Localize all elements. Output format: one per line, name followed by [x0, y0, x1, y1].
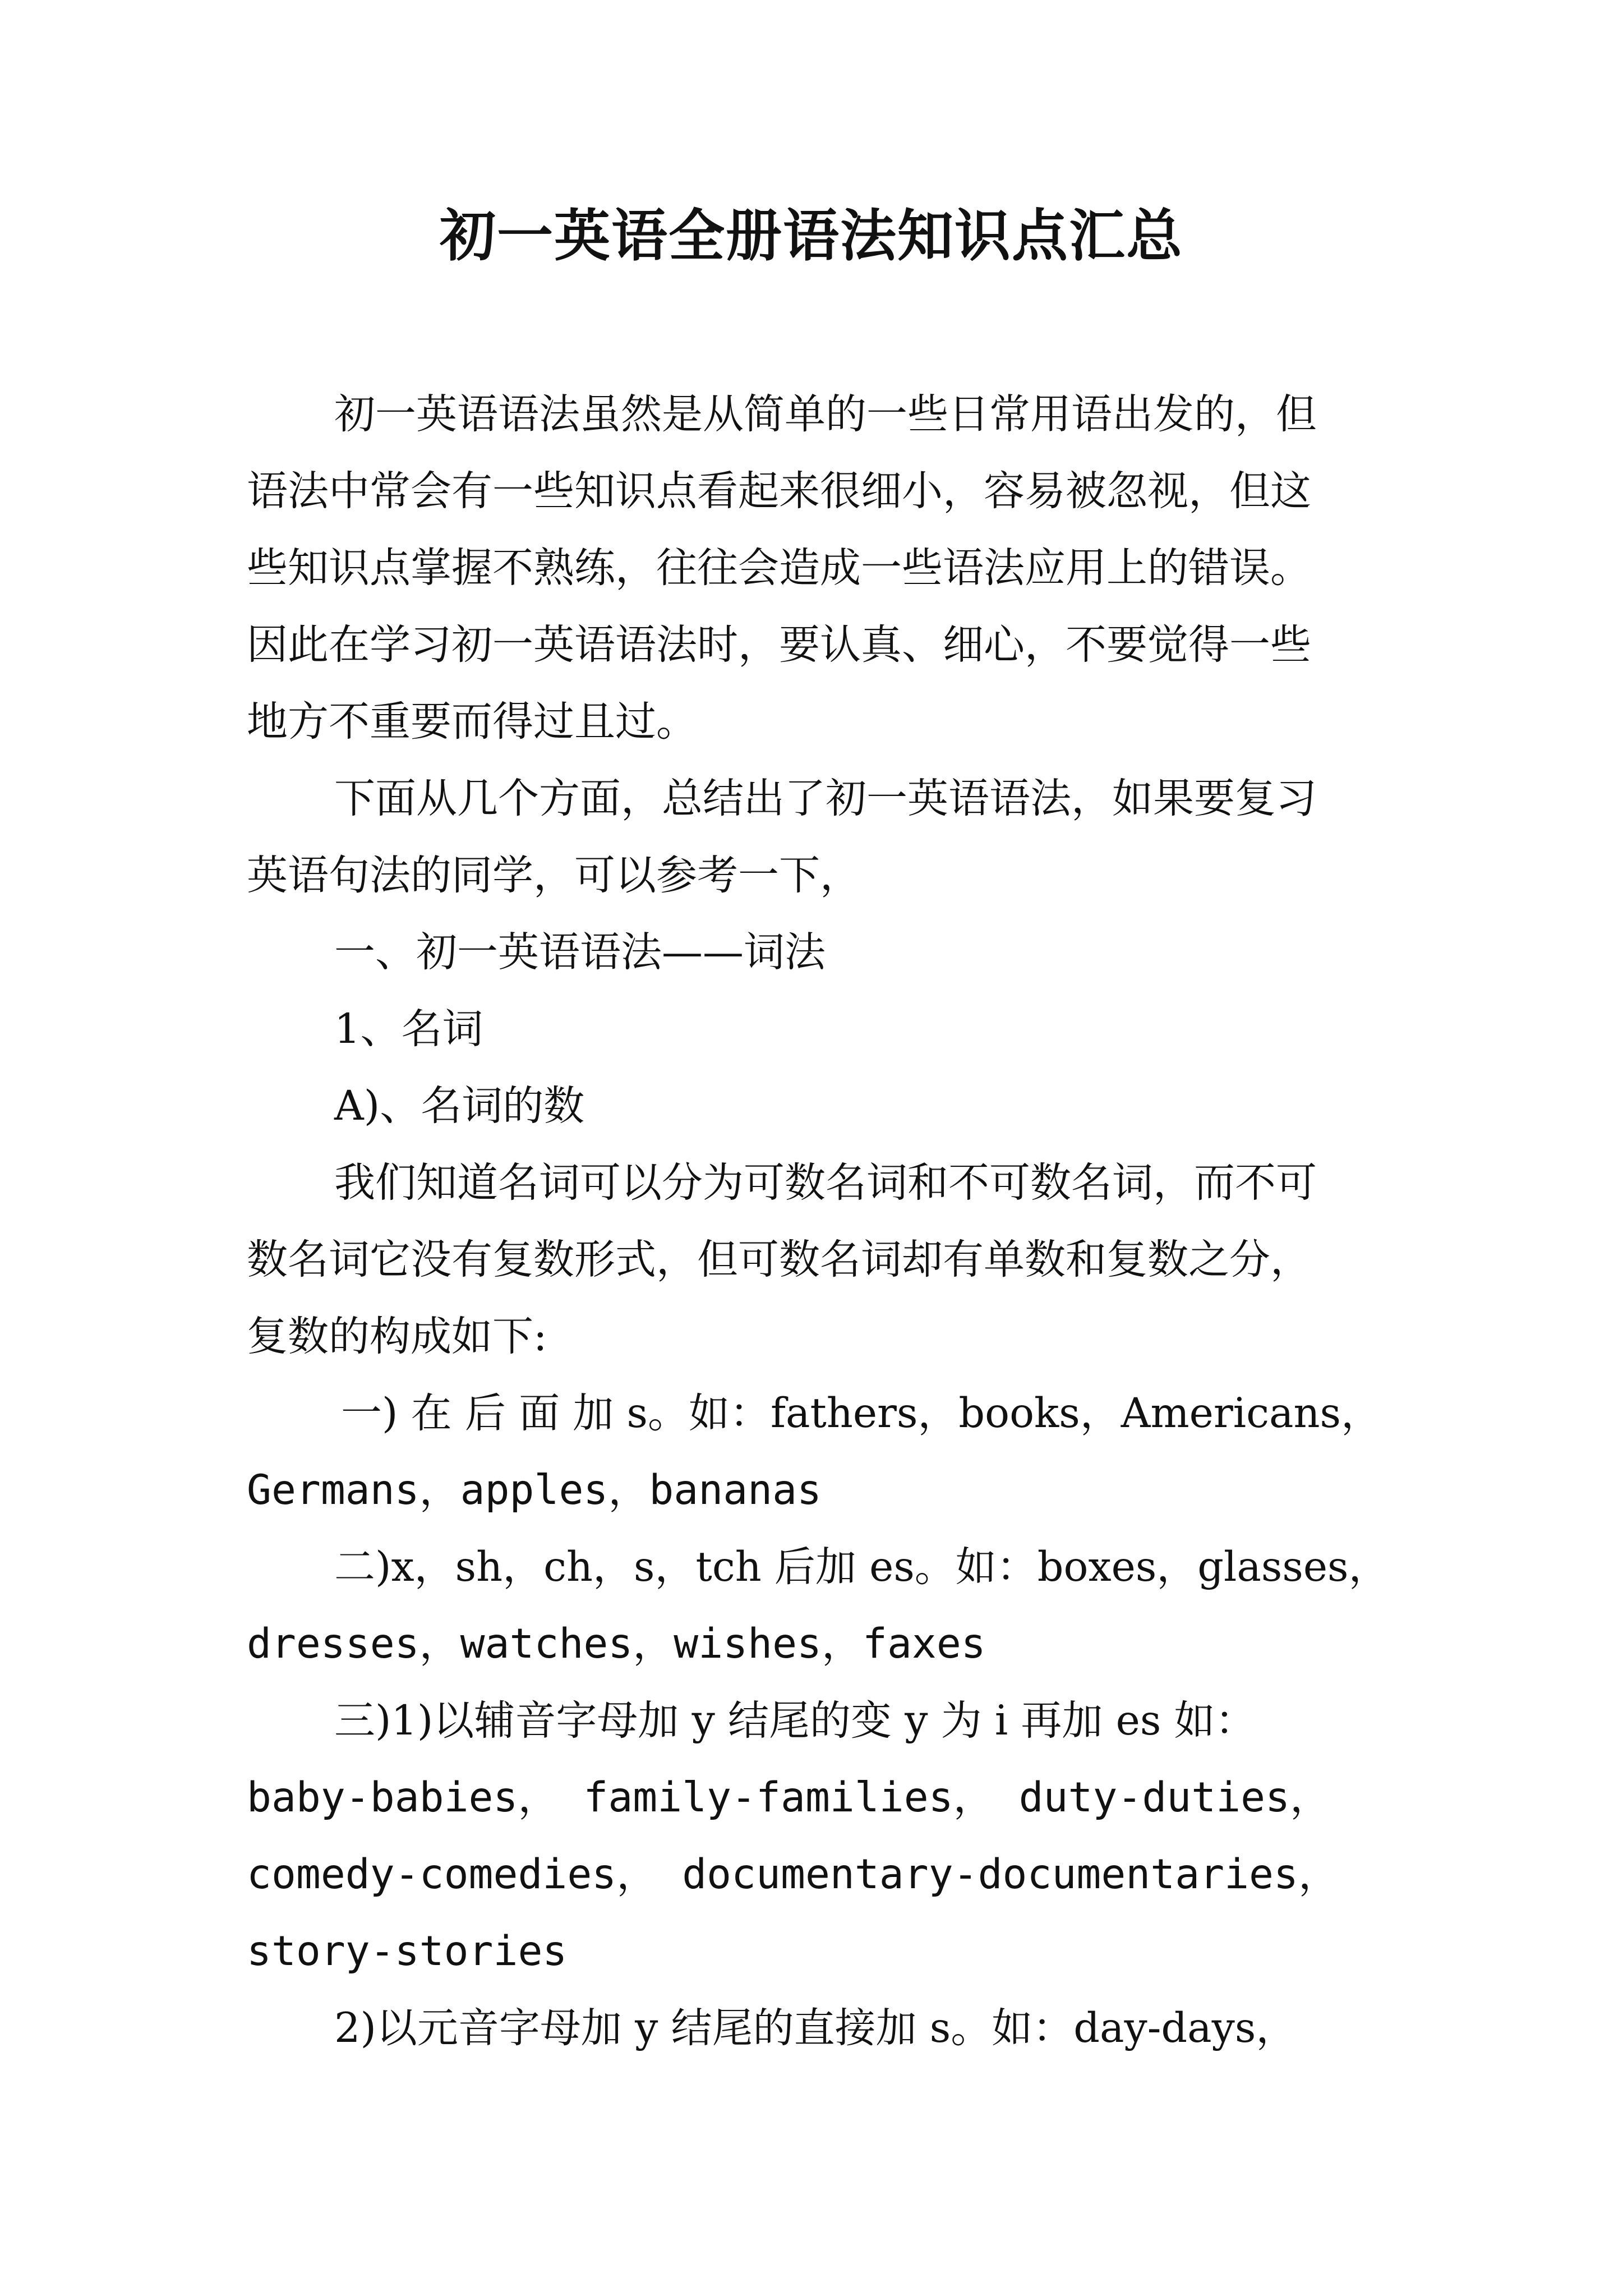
section-heading: 一、初一英语语法——词法	[334, 928, 826, 976]
paragraph-line: 些知识点掌握不熟练，往往会造成一些语法应用上的错误。	[247, 544, 1311, 592]
paragraph-line: 复数的构成如下:	[247, 1313, 547, 1360]
document-body	[247, 376, 1390, 2067]
example-line: story-stories	[247, 1927, 568, 1975]
paragraph-line: 我们知道名词可以分为可数名词和不可数名词，而不可	[334, 1159, 1317, 1207]
subsection-heading: 1、名词	[334, 1005, 483, 1053]
rule-line: 二)x，sh，ch，s，tch 后加 es。如：boxes，glasses，	[334, 1543, 1390, 1591]
paragraph-line: 地方不重要而得过且过。	[247, 698, 697, 746]
paragraph-line: 下面从几个方面，总结出了初一英语语法，如果要复习	[334, 775, 1317, 822]
example-line: comedy-comedies， documentary-documentaries，	[247, 1851, 1339, 1898]
paragraph-line: 英语句法的同学，可以参考一下，	[247, 852, 861, 899]
paragraph-line: 因此在学习初一英语语法时，要认真、细心，不要觉得一些	[247, 621, 1311, 669]
subsection-heading: A)、名词的数	[334, 1082, 585, 1130]
example-line: baby-babies， family-families， duty-duties，	[247, 1774, 1331, 1821]
example-line: Germans，apples，bananas	[247, 1466, 822, 1514]
document-title: 初一英语全册语法知识点汇总	[440, 203, 1183, 269]
paragraph-line: 数名词它没有复数形式，但可数名词却有单数和复数之分，	[247, 1236, 1311, 1283]
paragraph-line: 初一英语语法虽然是从简单的一些日常用语出发的，但	[334, 390, 1317, 438]
paragraph-line: 语法中常会有一些知识点看起来很细小，容易被忽视，但这	[247, 467, 1311, 515]
example-line: dresses，watches，wishes，faxes	[247, 1620, 986, 1668]
rule-line: 三)1)以辅音字母加 y 结尾的变 y 为 i 再加 es 如：	[334, 1697, 1256, 1745]
rule-line: 2)以元音字母加 y 结尾的直接加 s。如：day-days，	[334, 2004, 1297, 2052]
rule-line: 一) 在 后 面 加 s。如：fathers，books，Americans，	[341, 1389, 1382, 1437]
